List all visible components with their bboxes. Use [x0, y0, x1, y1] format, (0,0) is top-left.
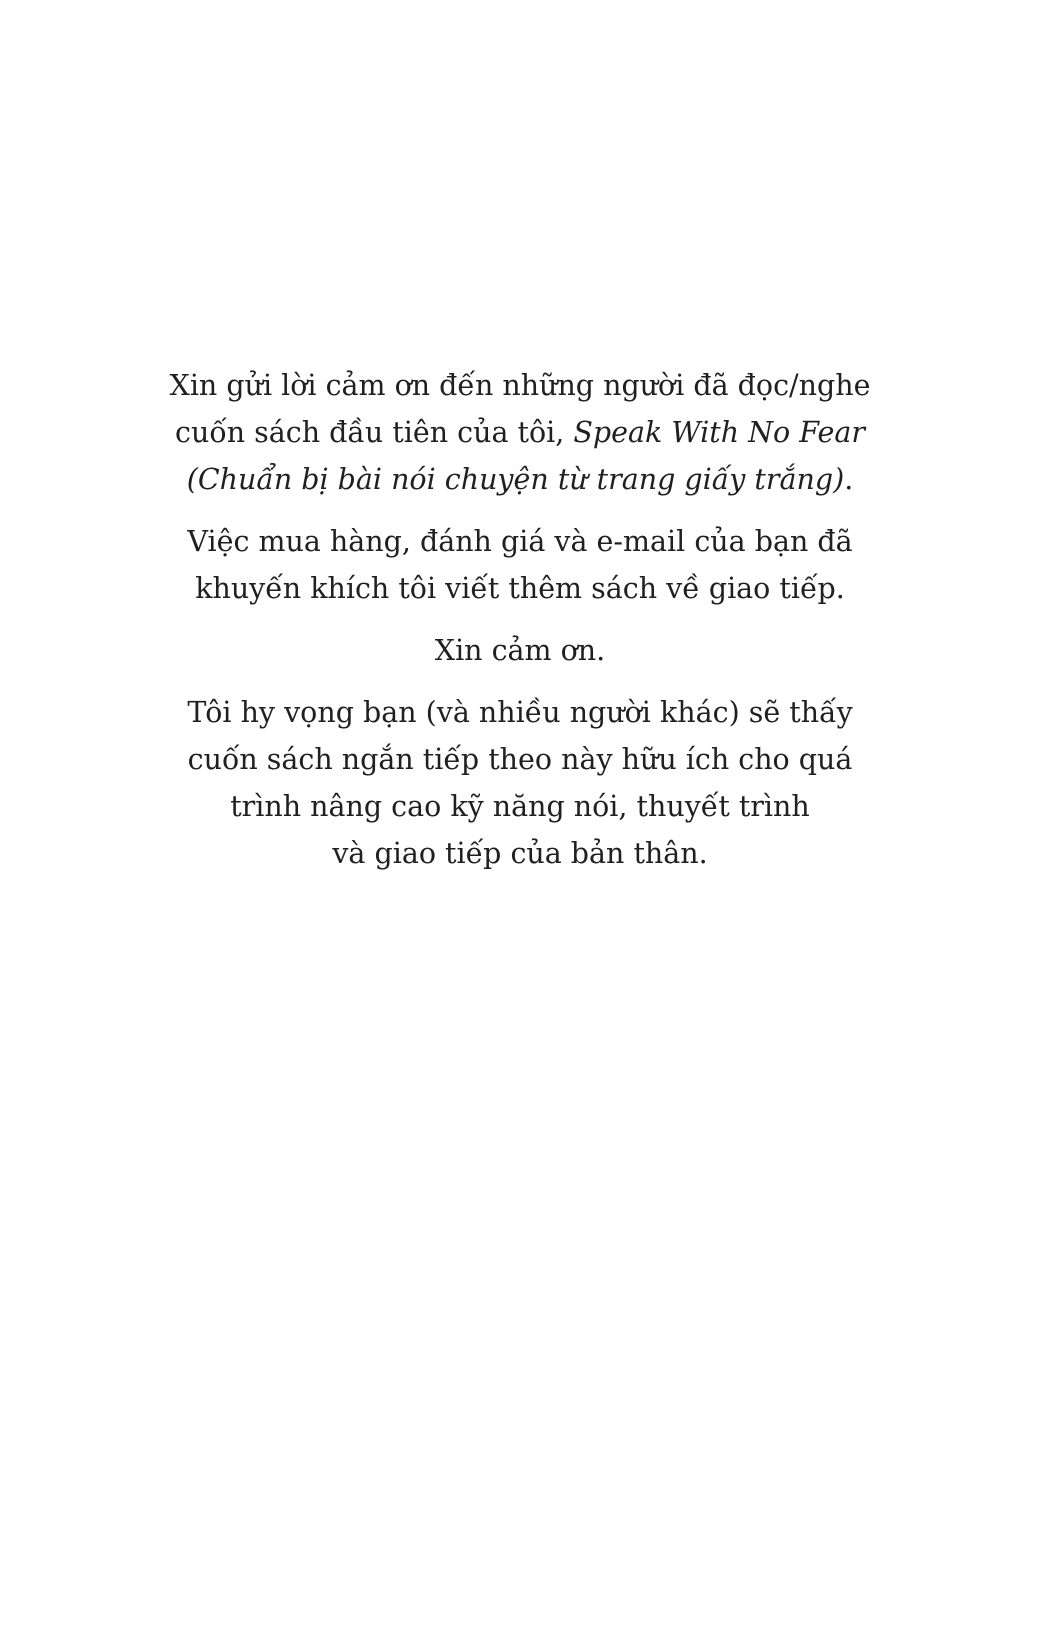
encouragement-line-1: Việc mua hàng, đánh giá và e-mail của bạn đã [187, 525, 853, 558]
hope-line-3: trình nâng cao kỹ năng nói, thuyết trình [230, 790, 810, 823]
thanks-line-1: Xin gửi lời cảm ơn đến những người đã đọc/nghe [169, 369, 871, 402]
hope-line-4: và giao tiếp của bản thân. [332, 837, 708, 870]
dedication-text [0, 362, 1040, 892]
thank-you-line: Xin cảm ơn. [434, 634, 606, 667]
thanks-line-2-text: cuốn sách đầu tiên của tôi, [175, 416, 574, 449]
first-book-subtitle: (Chuẩn bị bài nói chuyện từ trang giấy trắng) [186, 463, 845, 496]
thanks-line-3-period: . [844, 463, 854, 496]
thanks-paragraph [0, 362, 1040, 503]
hope-line-2: cuốn sách ngắn tiếp theo này hữu ích cho quá [187, 743, 853, 776]
encouragement-paragraph [0, 518, 1040, 612]
first-book-title: Speak With No Fear [573, 416, 865, 449]
encouragement-line-2: khuyến khích tôi viết thêm sách về giao tiếp. [195, 572, 845, 605]
thank-you-paragraph [0, 627, 1040, 674]
hope-line-1: Tôi hy vọng bạn (và nhiều người khác) sẽ thấy [187, 696, 853, 729]
thanks-line-3 [0, 456, 1040, 503]
thanks-line-2 [0, 409, 1040, 456]
hope-paragraph [0, 689, 1040, 877]
